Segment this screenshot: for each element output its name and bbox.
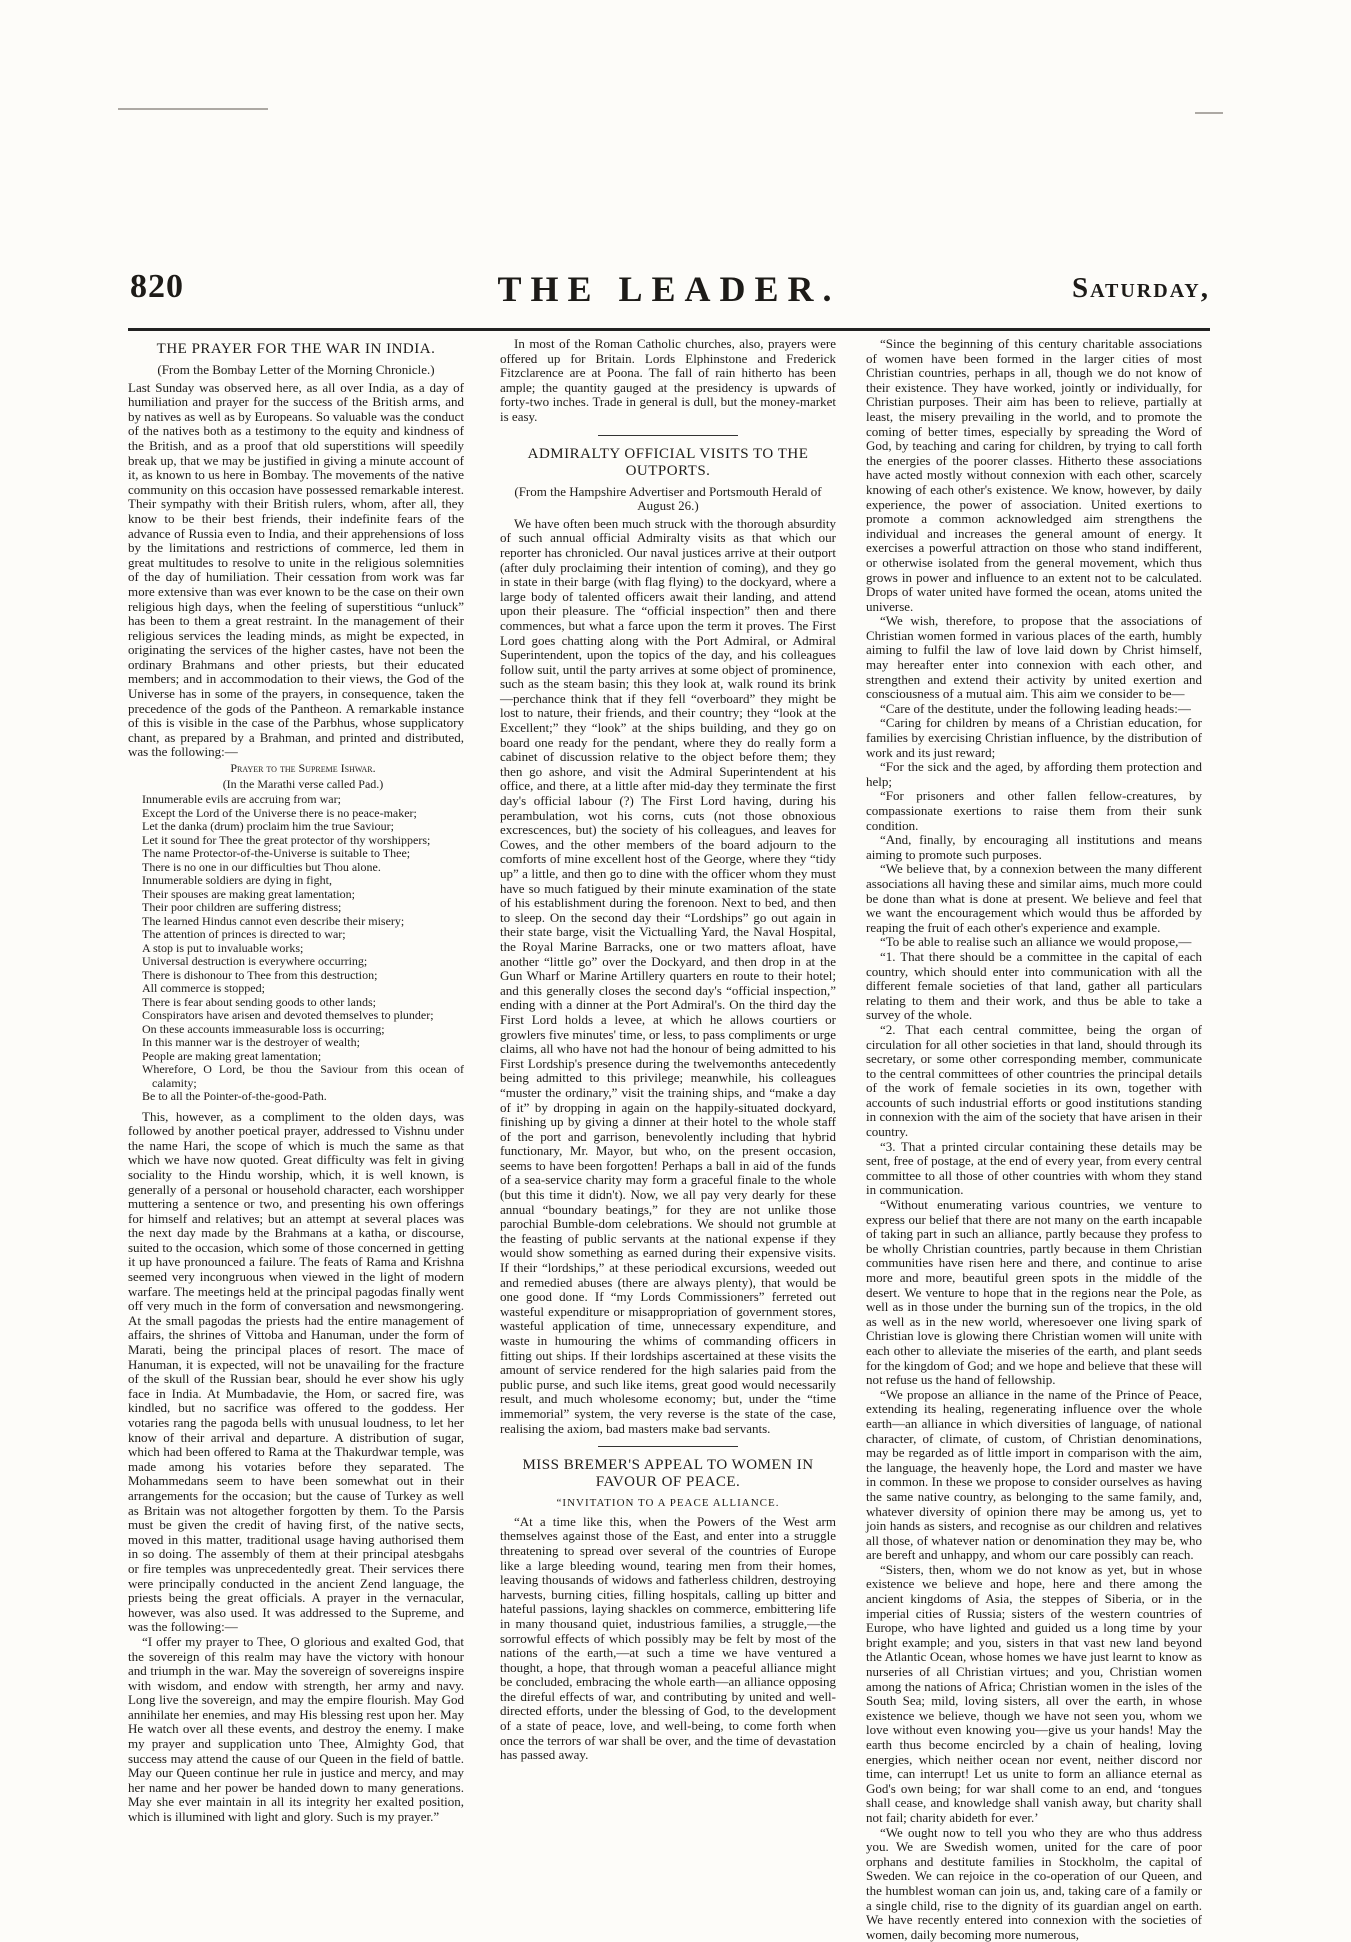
header-rule xyxy=(128,328,1210,331)
poem xyxy=(142,762,464,1104)
poem-line: On these accounts immeasurable loss is occurring; xyxy=(142,1021,385,1036)
article-paragraph: “We propose an alliance in the name of the Prince of Peace, extending its healing, regenerating influence over the whole earth—an alliance in which diversities of language, of national character, of climate, of custom, of Christian denominations, may be regarded as of little import in comparison with the aim, the language, the heavenly hope, the Lord and master we have in common. In these we propose to consider ourselves as having the same native country, as belonging to the same family, and, whatever diversity of opinion there may be among us, yet to join hands as sisters, and recognise as our children and relatives all those, of whatever nation or denomination they may be, who are bereft and unhappy, and whom our care possibly can reach. xyxy=(866,1386,1202,1563)
poem-line: In this manner war is the destroyer of wealth; xyxy=(142,1035,360,1050)
poem-line: Their poor children are suffering distress; xyxy=(142,900,342,915)
poem-line: A stop is put to invaluable works; xyxy=(142,940,304,955)
article-paragraph: In most of the Roman Catholic churches, also, prayers were offered up for Britain. Lords Elphinstone and Frederick Fitzclarence are at Poona. The fall of rain hitherto has been ample; the quantity gauged at the presidency is upwards of forty-two inches. Trade in general is dull, but the money-market is easy. xyxy=(500,336,836,424)
poem-line: Their spouses are making great lamentation; xyxy=(142,886,355,901)
article-paragraph: This, however, as a compliment to the olden days, was followed by another poetical prayer, addressed to Vishnu under the name Hari, the scope of which is much the same as that which we have now quoted. Great difficulty was felt in giving sociality to the Hindu worship, which, it is well known, is generally of a personal or household character, each worshipper muttering a sentence or two, and presenting his own offerings for himself and relatives; but an attempt at several places was the next day made by the Brahmans at a katha, or discourse, suited to the occasion, which some of those concerned in getting it up have pronounced a failure. The feats of Rama and Krishna seemed very incongruous when viewed in the light of modern warfare. The meetings held at the principal pagodas finally went off very much in the form of conversation and newsmongering. At the small pagodas the priests had the entire management of affairs, the shrines of Vittoba and Hanuman, under the form of Marati, being the principal places of resort. The mace of Hanuman, it is expected, will not be unavailing for the fracture of the skull of the Russian bear, should he ever show his ugly face in India. At Mumbadavie, the Hom, or sacred fire, was kindled, but no sacrifice was offered to the goddess. Her votaries rang the pagoda bells with unusual loudness, to let her know of their arrival and departure. A distribution of sugar, which had been offered to Rama at the Thakurdwar temple, was made among his votaries before they separated. The Mohammedans seem to have been somewhat out in their arrangements for the occasion; but the cause of Turkey as well as Britain was not altogether forgotten by them. To the Parsis must be given the credit of having first, of the native sects, moved in this matter, traditional usage having authorised them in so doing. The assembly of them at their principal atesbgahs or fire temples was unprecedentedly great. Their services there were principally conducted in the ancient Zend language, the priests being the great officials. A prayer in the vernacular, however, was also used. It was addressed to the Supreme, and was the following:— xyxy=(128,1108,464,1635)
article-source: (From the Hampshire Advertiser and Portsmouth Herald of August 26.) xyxy=(514,483,822,514)
article-paragraph: “And, finally, by encouraging all institutions and means aiming to promote such purposes. xyxy=(866,832,1202,862)
article-source: (From the Bombay Letter of the Morning Chronicle.) xyxy=(157,362,435,377)
column-3 xyxy=(866,336,1202,1942)
article-paragraph: “Care of the destitute, under the following leading heads:— xyxy=(880,700,1191,716)
poem-line: There is no one in our difficulties but Thou alone. xyxy=(142,859,381,874)
column-2 xyxy=(500,337,836,1782)
day-label: Saturday, xyxy=(1071,272,1210,304)
poem-line: Innumerable evils are accruing from war; xyxy=(142,792,341,807)
article-title: MISS BREMER'S APPEAL TO WOMEN IN FAVOUR OF PEACE. xyxy=(522,1457,814,1491)
article-paragraph: “We believe that, by a connexion between the many different associations all having these and similar aims, much more could be done than what is done at present. We believe and feel that we want the encouragement which would thus be afforded by reaping the fruit of each other's experience and example. xyxy=(866,861,1202,935)
poem-line: Let the danka (drum) proclaim him the true Saviour; xyxy=(142,819,394,834)
article-paragraph: “To be able to realise such an alliance we would propose,— xyxy=(880,934,1192,950)
article-separator xyxy=(598,1446,738,1447)
article-paragraph: “2. That each central committee, being the organ of circulation for all other societies in that land, should through its secretary, or some other corresponding member, communicate to the central committees of other countries the principal details of the work of female societies in its own, together with accounts of such industrial efforts or good institutions standing in connexion with the aim of the society that have arisen in their country. xyxy=(866,1021,1202,1140)
article-paragraph: “Sisters, then, whom we do not know as yet, but in whose existence we believe and hope, here and there among the ancient kingdoms of Asia, the steppes of Siberia, or in the imperial cities of Russia; sisters of the western countries of Europe, who have lighted and guided us a long time by your bright example; and you, sisters in that vast new land beyond the Atlantic Ocean, whose homes we have just learnt to know as nurseries of all Christian virtues; and you, Christian women among the nations of Africa; Christian women in the isles of the South Sea; mild, loving sisters, all over the earth, in whose existence we believe, though we have not seen you, whom we love without even knowing you—give us your hands! May the earth thus become encircled by a chain of healing, loving energies, which neither ocean nor event, neither discord nor time, can interrupt! Let us unite to form an alliance eternal as God's own being; for war shall come to an end, and ‘tongues shall cease, and knowledge shall vanish away, but charity shall not fail; charity abideth for ever.’ xyxy=(866,1561,1202,1825)
poem-line: The learned Hindus cannot even describe their misery; xyxy=(142,913,405,928)
poem-subtitle: (In the Marathi verse called Pad.) xyxy=(222,776,384,791)
article-separator xyxy=(598,435,738,436)
article-paragraph: “1. That there should be a committee in the capital of each country, which should enter into communication with all the different female societies of that land, gather all particulars relating to them and their work, and thus be able to take a survey of the whole. xyxy=(866,948,1202,1023)
poem-line: Wherefore, O Lord, be thou the Saviour from this ocean of calamity; xyxy=(142,1062,464,1090)
article-paragraph: We have often been much struck with the thorough absurdity of such annual official Admiralty visits as that which our reporter has chronicled. Our naval justices arrive at their outport (after duly proclaiming their intention of coming), and they go in state in their barge (with flag flying) to the dockyard, where a large body of talented officers await their landing, and attend upon their pleasure. The “official inspection” then and there commences, but what a farce upon the term it proves. The First Lord goes chatting along with the Port Admiral, or Admiral Superintendent, upon the topics of the day, and his colleagues follow suit, until the party arrives at some object of prominence, such as the steam basin; this they look at, walk round its brink—perchance think that if they fell “overboard” they might be lost to nature, their friends, and their country; they “look at the Excellent;” they “look” at the ships building, and they go on board one ready for the pendant, where they do really form a cabinet of discussion relative to the object before them; they then go ashore, and visit the Admiral Superintendent at his office, and there, at a little after mid-day they terminate the first day's official labour (?) The First Lord having, during his perambulation, wot his corns, cuts (not those obnoxious excrescences, but) the society of his colleagues, and leaves for Cowes, and the other members of the board adjourn to the comforts of mine excellent host of the George, where they “tidy up” a little, and then go to dine with the officer whom they must have so much fatigued by their minute examination of the state of his establishment during the forenoon. Next to bed, and then to sleep. On the second day their “Lordships” go out again in their state barge, visit the Victualling Yard, the Naval Hospital, the Royal Marine Barracks, one or two matters afloat, have another “little go” over the Dockyard, and then drop in at the Gun Wharf or Marine Artillery quarters en route to their hotel; and this generally closes the second day's “official inspection,” ending with a dinner at the Port Admiral's. On the third day the First Lord holds a levee, at which he allows courtiers or growlers five minutes' time, or less, to pass compliments or urge claims, all who have not had the honour of being admitted to his First Lordship's presence during the twelvemonths antecedently being admitted to this privilege; meanwhile, his colleagues “muster the ordinary,” visit the training ships, and “make a day of it” by dropping in again on the happily-situated dockyard, finishing up by giving a dinner at their hotel to the whole staff of the port and garrison, benevolently including that hybrid functionary, Mr. Mayor, but who, on the present occasion, seems to have been forgotten! Perhaps a ball in aid of the funds of a sea-service charity may form a graceful finale to the whole (but this time it didn't). Now, we all pay very dearly for these annual “boundary beatings,” for they are not unlike those parochial Bumble-dom celebrations. We should not grumble at the feasting of public servants at the national expense if they would show something as earned during their expensive visits. If their “lordships,” at these periodical excursions, weeded out and remedied abuses (there are always plenty), that would be one good done. If “my Lords Commissioners” ferreted out wasteful expenditure or misappropriation of government stores, wasteful application of time, unnecessary expenditure, and waste in humouring the whims of commanding officers in fitting out ships. If their lordships ascertained at these visits the amount of service rendered for the high salaries paid from the public purse, and such like items, great good would necessarily result, and much wholesome economy; but, under the “time immemorial” system, the very reverse is the state of the case, realising the axiom, bad masters make bad servants. xyxy=(500,515,836,1436)
poem-line: Innumerable soldiers are dying in fight, xyxy=(142,873,332,888)
article-paragraph: “Since the beginning of this century charitable associations of women have been formed in the larger cities of most Christian countries, perhaps in all, though we do not know of their existence. They have worked, jointly or individually, for Christian purposes. Their aim has been to relieve, partially at least, the misery prevailing in the world, and to promote the coming of better times, especially by spreading the Word of God, by teaching and caring for children, by trying to call forth the energies of the poorer classes. Hitherto these associations have acted mostly without connexion with each other, scarcely knowing of each other's existence. We know, however, by daily experience, the power of association. United exertions to promote a common acknowledged aim strengthens the individual and increases the general amount of energy. It exercises a powerful attraction on those who stand indifferent, or otherwise isolated from the general movement, which thus grows in power and influence to an extent not to be calculated. Drops of water united have formed the ocean, atoms united the universe. xyxy=(866,336,1202,614)
poem-title: Prayer to the Supreme Ishwar. xyxy=(230,761,376,776)
poem-line: All commerce is stopped; xyxy=(142,981,265,996)
poem-line: There is fear about sending goods to other lands; xyxy=(142,994,376,1009)
scan-mark xyxy=(1195,112,1223,114)
article-title: ADMIRALTY OFFICIAL VISITS TO THE OUTPORTS. xyxy=(527,445,809,479)
article-paragraph: “I offer my prayer to Thee, O glorious and exalted God, that the sovereign of this realm may have the victory with honour and triumph in the war. May the sovereign of sovereigns inspire with wisdom, and endow with strength, her army and navy. Long live the sovereign, and may the empire flourish. May God annihilate her enemies, and may His blessing rest upon her. May He watch over all these events, and destroy the enemy. I make my prayer and supplication unto Thee, Almighty God, that success may attend the cause of our Queen in the field of battle. May our Queen continue her rule in justice and mercy, and may her name and her power be handed down to many generations. May she ever maintain in all its integrity her exalted position, which is illumined with light and glory. Such is my prayer.” xyxy=(128,1633,464,1825)
poem-line: Be to all the Pointer-of-the-good-Path. xyxy=(142,1089,327,1104)
page-header xyxy=(128,268,1210,320)
article-paragraph: “At a time like this, when the Powers of the West arm themselves against those of the East, and enter into a struggle threatening to spread over several of the countries of Europe like a large bleeding wound, tearing men from their homes, leaving thousands of widows and fatherless children, destroying harvests, burning cities, filling hospitals, calling up bitter and hateful passions, laying shackles on commerce, embittering life in many thousand quiet, industrious families, a struggle,—the sorrowful effects of which possibly may be felt by most of the nations of the earth,—at such a time we have ventured a thought, a hope, that through woman a peaceful alliance might be concluded, embracing the whole earth—an alliance opposing the direful effects of war, and contributing by united and well-directed efforts, under the blessing of God, to the development of a state of peace, love, and well-being, to come forth when once the terrors of war shall be over, and the time of devastation has passed away. xyxy=(500,1513,836,1763)
poem-line: People are making great lamentation; xyxy=(142,1048,322,1063)
poem-line: Universal destruction is everywhere occurring; xyxy=(142,954,368,969)
scan-mark xyxy=(118,108,268,110)
page-number: 820 xyxy=(130,268,184,305)
poem-line: There is dishonour to Thee from this destruction; xyxy=(142,967,378,982)
poem-line: Except the Lord of the Universe there is no peace-maker; xyxy=(142,805,417,820)
article-paragraph: “Caring for children by means of a Christian education, for families by exercising Christian influence, by the distribution of work and its just reward; xyxy=(866,715,1202,760)
column-1 xyxy=(128,337,464,1825)
article-paragraph: “For the sick and the aged, by affording them protection and help; xyxy=(866,759,1202,789)
masthead: THE LEADER. xyxy=(497,269,841,309)
article-subtitle: “INVITATION TO A PEACE ALLIANCE. xyxy=(556,1497,780,1510)
article-paragraph: “We wish, therefore, to propose that the associations of Christian women formed in various places of the earth, humbly aiming to fulfil the law of love laid down by Christ himself, may hereafter enter into connexion with each other, and strengthen and extend their activity by united exertion and consciousness of a mutual aim. This aim we consider to be— xyxy=(866,613,1202,702)
poem-line: The attention of princes is directed to war; xyxy=(142,927,346,942)
poem-line: The name Protector-of-the-Universe is suitable to Thee; xyxy=(142,846,411,861)
article-paragraph: “For prisoners and other fallen fellow-creatures, by compassionate exertions to raise them from their sunk condition. xyxy=(866,788,1202,833)
poem-line: Let it sound for Thee the great protector of thy worshippers; xyxy=(142,832,431,847)
article-title: THE PRAYER FOR THE WAR IN INDIA. xyxy=(156,341,436,357)
article-paragraph: Last Sunday was observed here, as all over India, as a day of humiliation and prayer for the success of the British arms, and by natives as well as by Europeans. So valuable was the conduct of the natives both as a testimony to the equity and kindness of the British, and as a proof that old superstitions will speedily break up, that we may be justified in giving a minute account of it, as known to us here in Bombay. The movements of the native community on this occasion have possessed remarkable interest. Their sympathy with their British rulers, whom, after all, they know to be their best friends, their indefinite fears of the advance of Russia even to India, and their apprehensions of loss by the limitations and restrictions of commerce, led them in great multitudes to resolve to unite in the religious solemnities of the day of humiliation. Their cessation from work was far more extensive than was ever known to be the case on their own religious high days, when the feeling of superstitious “unluck” has been to them a great restraint. In the management of their religious services the leading minds, as might be expected, in originating the services of the higher castes, have not been the ordinary Brahmans and other priests, but their educated members; and in accommodation to their views, the God of the Universe has in some of the prayers, in consequence, taken the precedence of the gods of the Pantheon. A remarkable instance of this is visible in the case of the Parbhus, whose supplicatory chant, as prepared by a Brahman, and printed and distributed, was the following:— xyxy=(128,379,464,760)
article-paragraph: “3. That a printed circular containing these details may be sent, free of postage, at the end of every year, from every central committee to all those of other countries with whom they stand in communication. xyxy=(866,1138,1202,1198)
article-paragraph: “Without enumerating various countries, we venture to express our belief that there are not many on the earth incapable of taking part in such an alliance, partly because they profess to be wholly Christian countries, partly because in them Christian communities have risen here and there, and continue to arise more and more, beautiful green spots in the middle of the desert. We venture to hope that in the regions near the Pole, as well as in those under the burning sun of the tropics, in the old as well as in the new world, wheresoever one living spark of Christian love is glowing there Christian women will unite with each other to alleviate the miseries of the earth, and plant seeds for the kingdom of God; and we hope and believe that these will not refuse us the hand of fellowship. xyxy=(866,1197,1202,1388)
article-paragraph: “We ought now to tell you who they are who thus address you. We are Swedish women, united for the care of poor orphans and destitute families in Stockholm, the capital of Sweden. We can rejoice in the co-operation of our Queen, and the humblest woman can join us, and, taking care of a family or a single child, rise to the dignity of its guardian angel on earth. We have recently entered into connexion with the societies of women, daily becoming more numerous, xyxy=(866,1824,1202,1942)
poem-line: Conspirators have arisen and devoted themselves to plunder; xyxy=(142,1008,434,1023)
